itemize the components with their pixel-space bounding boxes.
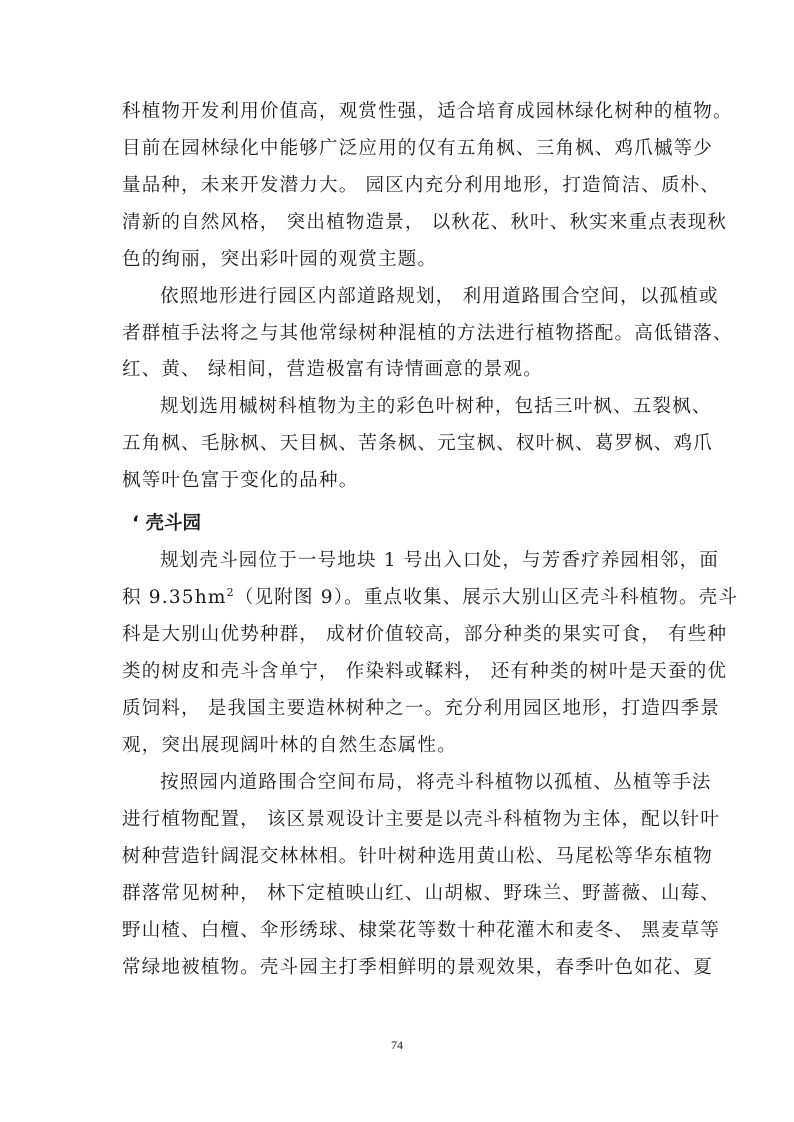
text-line: 观，突出展现阔叶林的自然生态属性。 [122, 735, 457, 756]
text-line: 者群植手法将之与其他常绿树种混植的方法进行植物搭配。高低错落、 [122, 323, 733, 344]
text-span: 积 9.35hm [122, 587, 227, 608]
text-line: 野山楂、白檀、伞形绣球、棣棠花等数十种花灌木和麦冬、 黑麦草等 [122, 920, 721, 941]
text-line: 目前在园林绿化中能够广泛应用的仅有五角枫、三角枫、鸡爪槭等少 [122, 138, 714, 159]
text-line: 科植物开发利用价值高，观赏性强，适合培育成园林绿化树种的植物。 [122, 101, 733, 122]
text-line: 规划选用槭树科植物为主的彩色叶树种，包括三叶枫、五裂枫、 [160, 396, 712, 417]
text-line: 科是大别山优势种群， 成材价值较高，部分种类的果实可食， 有些种 [122, 624, 728, 645]
page-number: 74 [391, 1038, 403, 1052]
text-line: 质饲料， 是我国主要造林树种之一。充分利用园区地形，打造四季景 [122, 698, 721, 719]
superscript: 2 [226, 585, 235, 599]
text-line: 进行植物配置， 该区景观设计主要是以壳斗科植物为主体，配以针叶 [122, 809, 721, 830]
text-line: 群落常见树种， 林下定植映山红、山胡椒、野珠兰、野蔷薇、山莓、 [122, 883, 721, 904]
text-line: 枫等叶色富于变化的品种。 [122, 470, 359, 491]
text-line: 规划壳斗园位于一号地块 1 号出入口处，与芳香疗养园相邻，面 [160, 550, 720, 571]
text-line: 量品种，未来开发潜力大。 园区内充分利用地形，打造简洁、质朴、 [122, 175, 721, 196]
section-heading: ‘ 壳斗园 [132, 513, 201, 534]
text-line: 五角枫、毛脉枫、天目枫、苦条枫、元宝枫、杈叶枫、葛罗枫、鸡爪 [122, 433, 714, 454]
text-line: 色的绚丽，突出彩叶园的观赏主题。 [122, 249, 438, 270]
text-span: （见附图 9）。重点收集、展示大别山区壳斗科植物。壳斗 [234, 587, 739, 608]
text-line: 按照园内道路围合空间布局，将壳斗科植物以孤植、丛植等手法 [160, 772, 712, 793]
text-line [122, 585, 739, 610]
text-line: 类的树皮和壳斗含单宁， 作染料或鞣料， 还有种类的树叶是天蚕的优 [122, 661, 728, 682]
text-line: 依照地形进行园区内部道路规划， 利用道路围合空间，以孤植或 [160, 286, 719, 307]
text-line: 清新的自然风格， 突出植物造景， 以秋花、秋叶、秋实来重点表现秋 [122, 212, 728, 233]
text-line: 树种营造针阔混交林林相。针叶树种选用黄山松、马尾松等华东植物 [122, 846, 714, 867]
text-line: 红、黄、 绿相间，营造极富有诗情画意的景观。 [122, 359, 543, 380]
text-line: 常绿地被植物。壳斗园主打季相鲜明的景观效果，春季叶色如花、夏 [122, 957, 714, 978]
